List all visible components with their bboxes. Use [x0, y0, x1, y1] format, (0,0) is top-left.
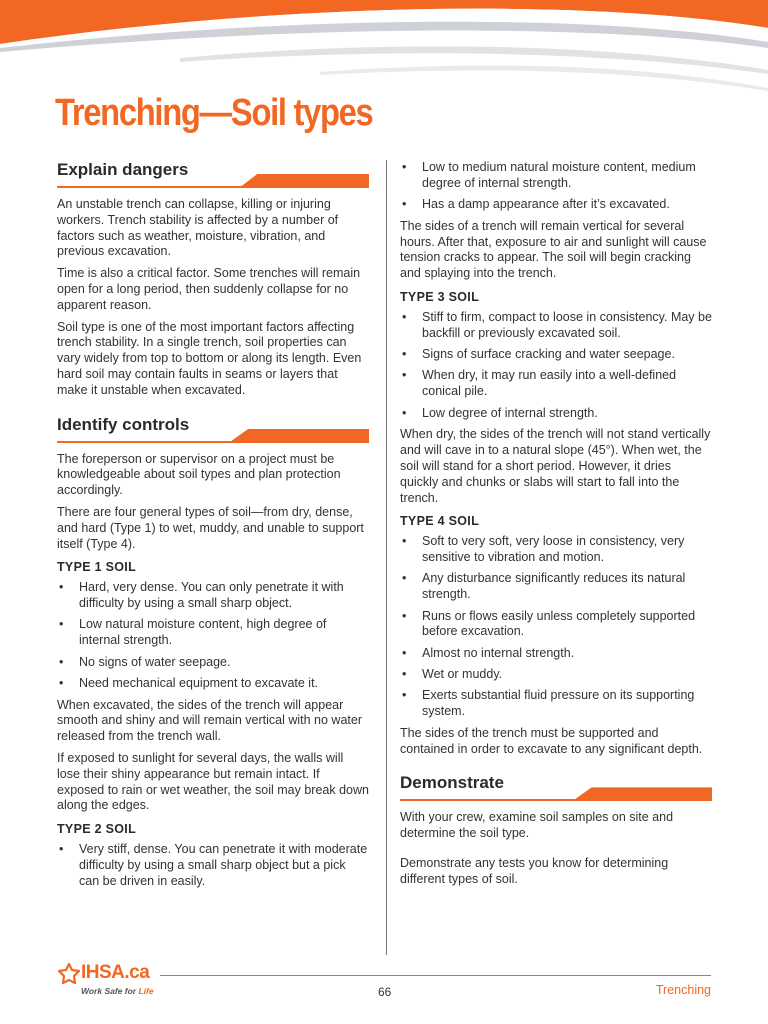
page-number: 66 [378, 985, 392, 999]
footer-section-name: Trenching [655, 983, 711, 997]
section-tab-accent [229, 429, 369, 443]
bullet-icon: • [59, 675, 64, 690]
list-item [57, 676, 369, 692]
bullet-icon: • [402, 368, 407, 383]
bullet-icon: • [402, 608, 407, 623]
paragraph: The sides of the trench must be supported and contained in order to excavate to any significant depth. [400, 725, 703, 756]
bullet-icon: • [59, 617, 64, 632]
paragraph: The sides of a trench will remain vertical for several hours. After that, exposure to air and sunlight will cause tension cracks to appear. The soil will begin cracking and splaying into the trench. [400, 218, 707, 281]
list-item-text: Low natural moisture content, high degree of internal strength. [79, 617, 327, 648]
bullet-icon: • [402, 197, 407, 212]
section-header-identify-controls [57, 413, 369, 443]
paragraph: With your crew, examine soil samples on site and determine the soil type. [400, 810, 674, 841]
paragraph: Soil type is one of the most important factors affecting trench stability. In a single trench, soil properties can vary widely from top to bottom or along its length. Even hard soil may contain faults in seams or layers that make it unstable when excavated. [57, 319, 362, 397]
subheading-type-4: TYPE 4 SOIL [400, 514, 480, 529]
list-item [400, 197, 712, 213]
list-item-text: Any disturbance significantly reduces its natural strength. [422, 571, 686, 602]
section-header-explain-dangers [57, 158, 369, 188]
bullet-icon: • [59, 842, 64, 857]
list-item [400, 646, 712, 662]
subheading-type-2: TYPE 2 SOIL [57, 822, 137, 837]
subheading-type-3: TYPE 3 SOIL [400, 290, 480, 305]
list-item [400, 571, 712, 603]
paragraph: When dry, the sides of the trench will not stand vertically and will cave in to a natural slope (45°). When wet, the soil will stand for a short period. However, it dries quickly and chunks or slabs will start to fall into the trench. [400, 427, 711, 505]
bullet-icon: • [402, 405, 407, 420]
list-item-text: When dry, it may run easily into a well-defined conical pile. [422, 368, 677, 399]
bullet-icon: • [59, 580, 64, 595]
logo-tagline [81, 986, 154, 996]
section-title: Explain dangers [57, 160, 189, 179]
bullet-list-type-1 [57, 580, 369, 691]
bullet-list-type-2 [57, 842, 369, 889]
section-title: Demonstrate [400, 773, 504, 793]
list-item-text: Soft to very soft, very loose in consistency, very sensitive to vibration and motion. [422, 534, 685, 565]
paragraph: There are four general types of soil—from dry, dense, and hard (Type 1) to wet, muddy, and unable to support itself (Type 4). [57, 504, 364, 551]
paragraph: Demonstrate any tests you know for determining different types of soil. [400, 856, 669, 886]
paragraph: An unstable trench can collapse, killing or injuring workers. Trench stability is affected by a number of factors such as weather, moisture, vibration, and previous excavation. [57, 197, 339, 259]
list-item [57, 655, 369, 671]
bullet-list-type-3 [400, 310, 712, 421]
list-item [400, 160, 712, 192]
paragraph: If exposed to sunlight for several days, the walls will lose their shiny appearance but remain intact. If exposed to rain or wet weather, the soil may break down along the edges. [57, 751, 369, 813]
list-item-text: Very stiff, dense. You can penetrate it with moderate difficulty by using a small sharp object but a pick can be driven in easily. [79, 842, 368, 888]
section-tab-accent [572, 787, 712, 801]
list-item [400, 310, 712, 342]
logo-text: IHSA.ca [81, 962, 150, 983]
list-item-text: No signs of water seepage. [79, 654, 231, 669]
list-item-text: Has a damp appearance after it’s excavated. [422, 197, 670, 212]
list-item [400, 667, 712, 683]
list-item-text: Wet or muddy. [422, 666, 503, 681]
list-item-text: Low to medium natural moisture content, medium degree of internal strength. [422, 160, 696, 190]
right-column [400, 160, 712, 894]
page-title: Trenching—Soil types [55, 92, 373, 134]
bullet-list-type-2-continued [400, 160, 712, 213]
list-item-text: Need mechanical equipment to excavate it. [79, 675, 319, 690]
tagline-prefix: Work Safe for [81, 986, 139, 996]
list-item [400, 609, 712, 641]
bullet-icon: • [402, 347, 407, 362]
list-item [57, 580, 369, 612]
list-item [400, 347, 712, 363]
bullet-icon: • [402, 534, 407, 549]
list-item-text: Almost no internal strength. [422, 645, 575, 660]
tagline-highlight: Life [138, 986, 154, 996]
section-title: Identify controls [57, 414, 190, 434]
bullet-icon: • [402, 688, 407, 703]
list-item-text: Stiff to firm, compact to loose in consistency. May be backfill or previously excavated soil. [422, 310, 712, 340]
header-banner [0, 0, 768, 100]
paragraph: The foreperson or supervisor on a project must be knowledgeable about soil types and plan protection accordingly. [57, 451, 341, 498]
bullet-icon: • [402, 310, 407, 325]
list-item [400, 406, 712, 422]
list-item-text: Signs of surface cracking and water seepage. [422, 347, 675, 362]
section-tab-accent [239, 174, 369, 188]
list-item-text: Low degree of internal strength. [422, 405, 598, 420]
left-column [57, 158, 369, 896]
list-item-text: Hard, very dense. You can only penetrate it with difficulty by using a small sharp object. [79, 580, 344, 611]
paragraph: When excavated, the sides of the trench will appear smooth and shiny and will remain vertical with no water released from the trench wall. [57, 697, 362, 744]
bullet-list-type-4 [400, 534, 712, 719]
section-header-demonstrate [400, 771, 712, 801]
bullet-icon: • [59, 654, 64, 669]
bullet-icon: • [402, 645, 407, 660]
subheading-type-1: TYPE 1 SOIL [57, 560, 137, 575]
bullet-icon: • [402, 571, 407, 586]
ihsa-mark-icon [57, 962, 81, 986]
bullet-icon: • [402, 160, 407, 174]
list-item-text: Exerts substantial fluid pressure on its supporting system. [422, 688, 695, 719]
ihsa-logo[interactable] [57, 962, 167, 1002]
list-item [57, 617, 369, 649]
column-divider [386, 160, 387, 955]
footer-rule [160, 975, 711, 976]
paragraph: Time is also a critical factor. Some trenches will remain open for a long period, then suddenly collapse for no apparent reason. [57, 266, 361, 312]
list-item [57, 842, 369, 889]
list-item-text: Runs or flows easily unless completely supported before excavation. [422, 608, 696, 639]
list-item [400, 368, 712, 400]
list-item [400, 534, 712, 566]
list-item [400, 688, 712, 720]
bullet-icon: • [402, 666, 407, 681]
